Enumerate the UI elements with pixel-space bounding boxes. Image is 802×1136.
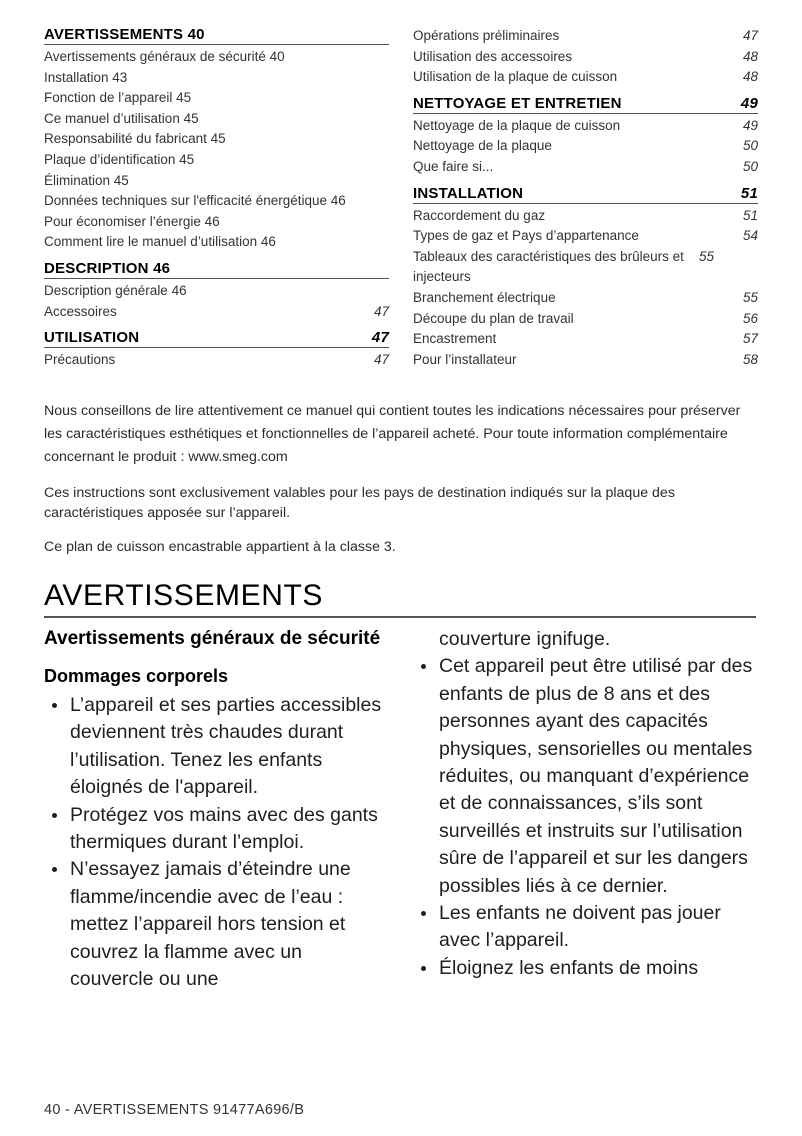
toc-entry[interactable] (44, 109, 389, 130)
toc-entry-title: INSTALLATION (413, 184, 524, 202)
toc-entry-page: 47 (371, 329, 389, 347)
intro-paragraph-1: Nous conseillons de lire attentivement ce manuel qui contient toutes les indications nécessaires pour préserver les caractéristiques esthétiques et fonctionnelles de l’appareil acheté. Pour toute information complémentaire concernant le produit : www.smeg.com (44, 403, 741, 465)
toc-entry-page: 50 (742, 138, 758, 154)
toc-entry-title: Encastrement (413, 331, 497, 347)
toc-entry-title: Nettoyage de la plaque de cuisson (413, 117, 621, 133)
toc-entry-page: 58 (742, 351, 758, 367)
toc-entry-page: 48 (742, 69, 758, 85)
toc-entry-title: Description générale 46 (44, 282, 187, 298)
bullet-text: N’essayez jamais d’éteindre une flamme/incendie avec de l’eau : mettez l’appareil hors tension et couvrez la flamme avec un couvercle ou une (70, 858, 351, 991)
sub-heading: Dommages corporels (44, 666, 229, 686)
bullet-item (413, 900, 758, 955)
toc-entry[interactable] (413, 206, 758, 227)
toc-entry-title: Découpe du plan de travail (413, 310, 574, 326)
toc-entry-title: NETTOYAGE ET ENTRETIEN (413, 94, 622, 112)
toc-entry[interactable] (44, 350, 389, 371)
bullet-item (413, 653, 758, 900)
toc-section-heading[interactable] (413, 185, 758, 204)
toc-entry-page: 47 (742, 28, 758, 43)
bullet-dot-icon (52, 813, 57, 818)
page-footer: 40 - AVERTISSEMENTS 91477A696/B (44, 1102, 305, 1118)
toc-entry-title: Tableaux des caractéristiques des brûleurs et injecteurs (413, 248, 684, 285)
bullet-text: couverture ignifuge. (439, 628, 611, 650)
toc-entry-page: 49 (740, 94, 758, 112)
toc-entry-page: 47 (373, 303, 389, 319)
toc-entry[interactable] (44, 302, 389, 323)
toc-entry[interactable] (44, 47, 389, 68)
section-heading: Avertissements généraux de sécurité (44, 628, 381, 649)
toc-section-heading[interactable] (413, 95, 758, 114)
bullet-dot-icon (421, 911, 426, 916)
right-bullet-list (413, 626, 758, 982)
toc-entry-page: 48 (742, 48, 758, 64)
toc-entry[interactable] (44, 191, 389, 212)
bullet-dot-icon (421, 966, 426, 971)
toc-entry-title: Pour l’installateur (413, 351, 517, 367)
toc-entry-title: Précautions (44, 352, 116, 368)
toc-entry-title: Nettoyage de la plaque (413, 138, 552, 154)
toc-entry[interactable] (413, 309, 758, 330)
toc-entry-page: 50 (742, 158, 758, 174)
toc-entry-title: Élimination 45 (44, 172, 129, 188)
toc-entry-title: Que faire si... (413, 158, 494, 174)
body-left-column (44, 626, 389, 993)
chapter-title: AVERTISSEMENTS (44, 579, 324, 612)
bullet-item (44, 802, 389, 857)
toc-entry-title: Types de gaz et Pays d’appartenance (413, 228, 639, 244)
toc-right-column (413, 26, 758, 371)
chapter-rule (44, 616, 756, 618)
bullet-text: L’appareil et ses parties accessibles deviennent très chaudes durant l’utilisation. Tenez les enfants éloignés de l'appareil. (70, 694, 382, 799)
toc-entry[interactable] (413, 350, 758, 371)
table-of-contents (44, 26, 758, 371)
intro-paragraph-3: Ce plan de cuisson encastrable appartient à la classe 3. (44, 539, 396, 555)
toc-entry-title: Fonction de l’appareil 45 (44, 90, 192, 106)
toc-entry-title: Comment lire le manuel d’utilisation 46 (44, 234, 276, 250)
body-right-column (413, 626, 758, 993)
toc-entry-title: Raccordement du gaz (413, 207, 546, 223)
toc-entry[interactable] (413, 329, 758, 350)
bullet-dot-icon (52, 867, 57, 872)
toc-entry-title: Accessoires (44, 303, 117, 319)
bullet-continuation (413, 626, 758, 653)
toc-entry-title: Utilisation des accessoires (413, 48, 573, 64)
toc-entry-title: Utilisation de la plaque de cuisson (413, 69, 618, 85)
toc-entry-title: Ce manuel d’utilisation 45 (44, 110, 199, 126)
toc-entry-page: 57 (742, 331, 758, 347)
toc-entry-title: Données techniques sur l'efficacité énergétique 46 (44, 193, 346, 209)
toc-entry[interactable] (413, 157, 758, 178)
toc-entry-page: 51 (740, 184, 758, 202)
toc-entry[interactable] (413, 26, 758, 47)
bullet-item (413, 955, 758, 982)
toc-entry[interactable] (44, 150, 389, 171)
bullet-item (44, 692, 389, 802)
toc-entry[interactable] (44, 232, 389, 253)
intro-paragraph-2: Ces instructions sont exclusivement valables pour les pays de destination indiqués sur la plaque des caractéristiques apposée sur l’appareil. (44, 485, 675, 521)
toc-entry-title: UTILISATION (44, 329, 140, 347)
toc-entry-page: 51 (742, 207, 758, 223)
toc-entry[interactable] (413, 67, 758, 88)
bullet-text: Protégez vos mains avec des gants thermiques durant l’emploi. (70, 803, 378, 854)
toc-entry[interactable] (413, 226, 758, 247)
toc-entry-title: Branchement électrique (413, 289, 556, 305)
toc-entry-page: 55 (742, 289, 758, 305)
toc-entry[interactable] (413, 288, 758, 309)
chapter-header (44, 578, 756, 618)
intro-paragraphs (44, 400, 756, 557)
bullet-text: Les enfants ne doivent pas jouer avec l’appareil. (439, 902, 721, 952)
toc-entry[interactable] (44, 171, 389, 192)
toc-entry[interactable] (413, 247, 758, 288)
toc-entry-page: 54 (742, 228, 758, 244)
toc-entry[interactable] (44, 281, 389, 302)
toc-entry-title: Avertissements généraux de sécurité 40 (44, 49, 285, 64)
toc-entry-page: 56 (742, 310, 758, 326)
bullet-text: Cet appareil peut être utilisé par des enfants de plus de 8 ans et des personnes ayant des capacités physiques, sensorielles ou mentales réduites, ou manquant d’expérience et de connaissances, s’ils sont surveillés et instruits sur l’utilisation sûre de l’appareil et sur les dangers possibles liés à ce dernier. (439, 655, 753, 897)
toc-left-column (44, 26, 389, 371)
bullet-dot-icon (421, 664, 426, 669)
toc-entry[interactable] (413, 116, 758, 137)
toc-entry-title: DESCRIPTION 46 (44, 259, 171, 277)
toc-entry[interactable] (44, 88, 389, 109)
toc-entry[interactable] (44, 68, 389, 89)
toc-section-heading[interactable] (44, 260, 389, 279)
toc-entry-title: Opérations préliminaires (413, 28, 560, 43)
toc-entry-title: Pour économiser l’énergie 46 (44, 213, 220, 229)
toc-entry-page: 47 (373, 352, 389, 368)
toc-entry[interactable] (413, 47, 758, 68)
bullet-item (44, 856, 389, 993)
left-bullet-list (44, 692, 389, 993)
toc-entry[interactable] (44, 129, 389, 150)
toc-entry-page: 55 (699, 248, 715, 264)
toc-entry-title: Plaque d’identification 45 (44, 151, 195, 167)
bullet-dot-icon (52, 703, 57, 708)
toc-section-heading[interactable] (44, 329, 389, 348)
body-columns (44, 626, 758, 993)
bullet-text: Éloignez les enfants de moins (439, 956, 699, 979)
toc-entry-title: Installation 43 (44, 69, 128, 85)
toc-entry[interactable] (413, 136, 758, 157)
toc-entry-page: 49 (742, 117, 758, 133)
toc-entry-title: Responsabilité du fabricant 45 (44, 131, 226, 147)
toc-entry-title: AVERTISSEMENTS 40 (44, 26, 205, 43)
toc-entry[interactable] (44, 212, 389, 233)
toc-section-heading[interactable] (44, 26, 389, 45)
